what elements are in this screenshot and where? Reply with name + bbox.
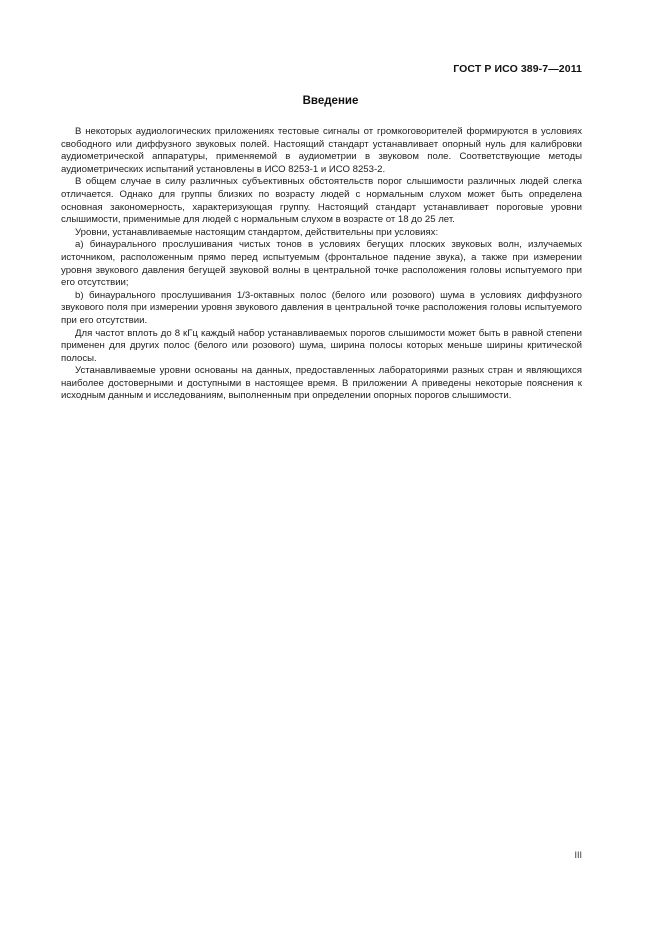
paragraph-intro-applications: В некоторых аудиологических приложениях тестовые сигналы от громкоговорителей формируются в условиях свободного или диффузного звуковых полей. Настоящий стандарт устанавливает опорный нуль для калибровки аудиометрической аппаратуры, применяемой в аудиометрии в звуковом поле. Соответствующие методы аудиометрических испытаний установлены в ИСО 8253-1 и ИСО 8253-2. [61, 126, 582, 175]
list-item-condition-b: b) бинаурального прослушивания 1/3-октавных полос (белого или розового) шума в условиях диффузного звукового поля при измерении уровня звукового давления в центральной точке расположения головы испытуемого при его отсутствии. [61, 289, 582, 326]
list-item-condition-a: а) бинаурального прослушивания чистых тонов в условиях бегущих плоских звуковых волн, излучаемых источником, расположенным прямо перед испытуемым (фронтальное падение звука), а также при измерении уровня звукового давления бегущей звуковой волны в центральной точке расположения головы испытуемого при его отсутствии; [61, 239, 582, 289]
paragraph-conditions-lead: Уровни, устанавливаемые настоящим стандартом, действительны при условиях: [75, 226, 439, 238]
standard-code-header: ГОСТ Р ИСО 389-7—2011 [453, 63, 582, 75]
section-title: Введение [302, 95, 359, 107]
paragraph-hearing-threshold: В общем случае в силу различных субъективных обстоятельств порог слышимости различных людей слегка отличается. Однако для группы близких по возрасту людей с нормальным слухом может быть определена основная закономерность, характеризующая группу. Настоящий стандарт устанавливает пороговые уровни слышимости, применимые для людей с нормальным слухом в возрасте от 18 до 25 лет. [61, 176, 582, 226]
introduction-body [61, 126, 582, 403]
paragraph-data-sources: Устанавливаемые уровни основаны на данных, предоставленных лабораториями разных стран и являющихся наиболее достоверными и доступными в настоящее время. В приложении А приведены некоторые пояснения к исходным данным и исследованиям, выполненным при определении опорных порогов слышимости. [61, 365, 582, 402]
paragraph-frequencies: Для частот вплоть до 8 кГц каждый набор устанавливаемых порогов слышимости может быть в равной степени применен для других полос (белого или розового) шума, ширина полосы которых меньше ширины критической полосы. [61, 327, 582, 364]
page-number: III [574, 850, 582, 860]
